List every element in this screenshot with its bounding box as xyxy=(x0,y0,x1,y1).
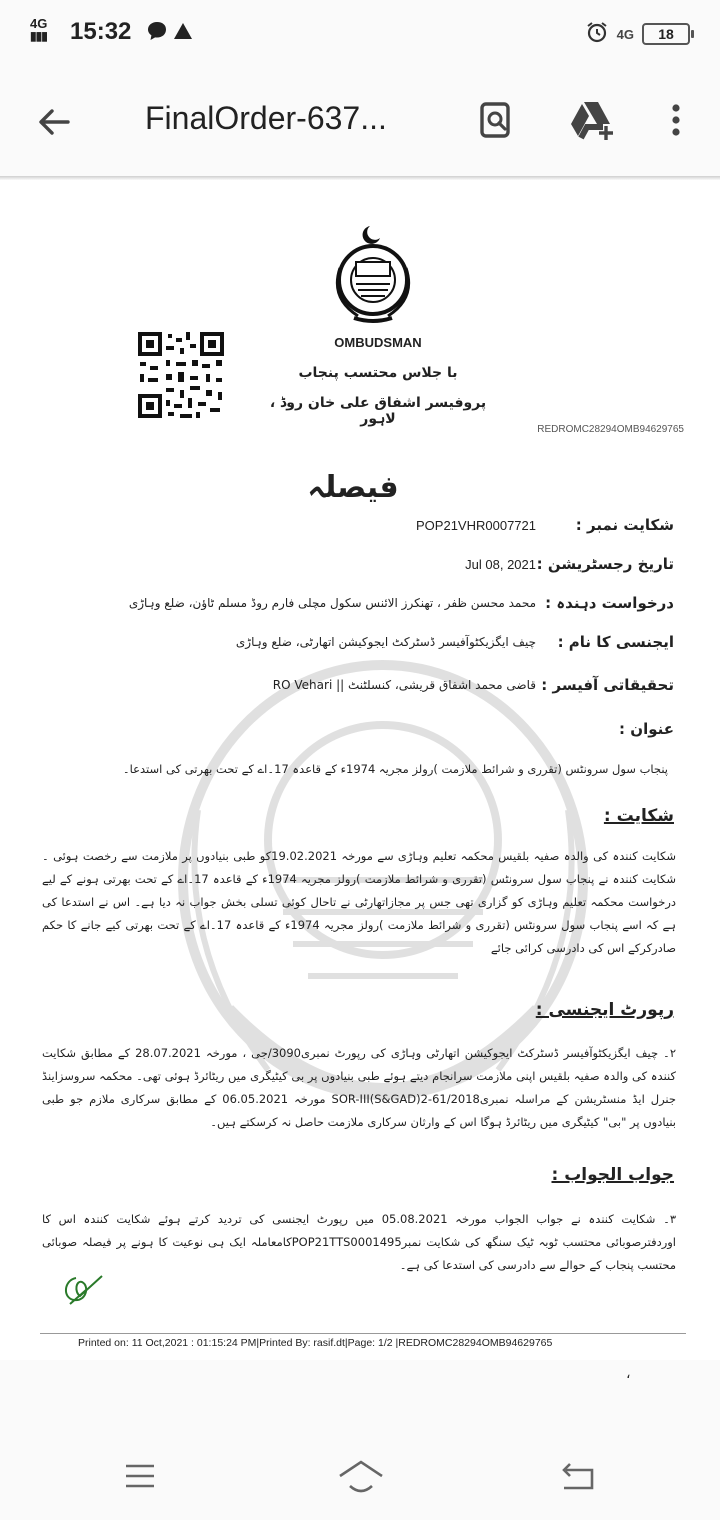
field-registration-date xyxy=(54,555,674,579)
field-value: چیف ایگزیکٹوآفیسر ڈسٹرکٹ ایجوکیشن اتھارٹی، ضلع وہاڑی xyxy=(235,635,536,649)
alarm-icon xyxy=(585,20,609,48)
back-icon[interactable] xyxy=(556,1456,600,1496)
agency-report-heading: رپورٹ ایجنسی : xyxy=(535,1000,674,1020)
reply-heading: جواب الجواب : xyxy=(551,1165,674,1185)
footer-divider xyxy=(40,1333,686,1334)
pdf-page xyxy=(28,180,694,1360)
next-page-peek: ، xyxy=(626,1366,631,1382)
network-type-right: 4G xyxy=(616,26,634,42)
office-address: پروفیسر اشفاق علی خان روڈ ، لاہور xyxy=(269,395,487,427)
warning-icon xyxy=(172,20,194,46)
field-complaint-number xyxy=(54,516,674,540)
clock: 15:32 xyxy=(70,18,132,45)
network-type-label: 4G xyxy=(30,16,48,31)
more-vert-icon[interactable] xyxy=(654,98,698,142)
field-label: شکایت نمبر : xyxy=(575,516,674,534)
field-label: ایجنسی کا نام : xyxy=(557,633,674,651)
agency-report-paragraph: ۲۔ چیف ایگزیکٹوآفیسر ڈسٹرکٹ ایجوکیشن اتھارٹی وہاڑی کی رپورٹ نمبری3090/جی ، مورخہ 28.07.2021 کے مطابق شکایت کنندہ کی والدہ صفیہ بلقیس اپنی ملازمت سرانجام دیتے ہوئے طبی بنیادوں پر بی کیٹیگری میں ریٹائرڈ ہوئی تھی۔ محکمہ سروسزاینڈ جنرل ایڈ منسٹریشن کے مراسلہ نمبریSOR-III(S&GAD)2-61/2018 مورخہ 06.05.2021 کے مطابق سرکاری ملازم جو طبی بنیادوں پر "بی" کیٹیگری میں ریٹائرڈ ہوگا اس کے وارثان سرکاری ملازمت حاصل نہ کرسکتے ہیں۔ xyxy=(42,1046,676,1129)
document-title: FinalOrder-637... xyxy=(145,100,387,136)
subject-text: پنجاب سول سرونٹس (تقرری و شرائط ملازمت )رولز مجریہ 1974ء کے قاعدہ 17۔اے کے تحت بھرتی کی استدعا۔ xyxy=(122,762,668,776)
office-name: با جلاس محتسب پنجاب xyxy=(298,365,458,381)
reference-code: REDROMC28294OMB94629765 xyxy=(537,424,684,435)
pdf-viewer[interactable] xyxy=(0,180,720,1360)
punjab-emblem-logo xyxy=(318,218,428,328)
battery-indicator: 18 xyxy=(642,23,690,45)
field-label: درخواست دہندہ : xyxy=(545,594,674,612)
complaint-heading: شکایت : xyxy=(603,806,674,826)
field-value: قاضی محمد اشفاق قریشی، کنسلٹنٹ || RO Vehari xyxy=(272,678,536,692)
print-footer: Printed on: 11 Oct,2021 : 01:15:24 PM|Printed By: rasif.dt|Page: 1/2 |REDROMC28294OMB94629765 xyxy=(78,1337,553,1349)
message-bubble-icon xyxy=(146,20,168,46)
field-value: محمد محسن ظفر ، تھنکرز الائنس سکول مچلی فارم روڈ مسلم ٹاؤن، ضلع وہاڑی xyxy=(128,596,536,610)
field-investigating-officer xyxy=(54,676,674,700)
field-label: تاریخ رجسٹریشن : xyxy=(536,555,674,573)
ombudsman-heading: OMBUDSMAN xyxy=(334,335,422,350)
qr-code xyxy=(136,330,226,420)
signal-strength-icon: ▮▮▮ xyxy=(30,29,47,43)
field-value: Jul 08, 2021 xyxy=(465,557,536,572)
field-label: عنوان : xyxy=(619,720,674,738)
drive-add-icon[interactable] xyxy=(568,98,612,142)
reply-paragraph: ۳۔ شکایت کنندہ نے جواب الجواب مورخہ 05.08.2021 میں رپورٹ ایجنسی کی تردید کرتے ہوئے شکایت کنندہ اس کا اوردفترصوبائی محتسب ٹوبہ ٹیک سنگھ کی شکایت نمبرPOP21TTS0001495کامعاملہ ایک ہی نوعیت کا ہونے پر فیصلہ صوبائی محتسب پنجاب کے حوالے سے دادرسی کی استدعا کی ہے۔ xyxy=(42,1212,676,1272)
status-bar xyxy=(0,0,720,64)
field-agency xyxy=(54,633,674,657)
system-nav-bar xyxy=(0,1432,720,1520)
field-applicant xyxy=(54,594,674,618)
verdict-title: فیصلہ xyxy=(307,470,399,505)
status-right xyxy=(585,20,690,48)
complaint-paragraph: شکایت کنندہ کی والدہ صفیہ بلقیس محکمہ تعلیم وہاڑی سے مورخہ 19.02.2021کو طبی بنیادوں پر ملازمت سے رخصت ہوئی ۔شکایت کنندہ نے پنجاب سول سرونٹس (تقرری و شرائط ملازمت )رولز مجریہ 1974ء کے قاعدہ 17۔اے کے تحت بھرتی ہونے کے لیے درخواست محکمہ تعلیم وہاڑی کو گزاری تھی جس پر مجازاتھارٹی نے تاحال کوئی تسلی بخش جواب نہ دیا ہے۔ اس نے استدعا کی ہے کہ اسے پنجاب سول سرونٹس (تقرری و شرائط ملازمت )رولز مجریہ 1974ء کے قاعدہ 17۔اے کے تحت بھرتی کیے جانے کا حکم صادرکرکے اس کی دادرسی کرائی جائے xyxy=(42,849,676,955)
field-value: POP21VHR0007721 xyxy=(416,518,536,533)
signature-mark xyxy=(56,1270,106,1310)
recents-menu-icon[interactable] xyxy=(118,1456,162,1496)
field-label: تحقیقاتی آفیسر : xyxy=(541,676,674,694)
network-indicator xyxy=(30,18,47,42)
field-subject xyxy=(54,720,674,744)
app-bar xyxy=(0,64,720,176)
back-arrow-icon[interactable] xyxy=(34,102,74,142)
home-icon[interactable] xyxy=(336,1456,380,1496)
search-doc-icon[interactable] xyxy=(474,98,518,142)
